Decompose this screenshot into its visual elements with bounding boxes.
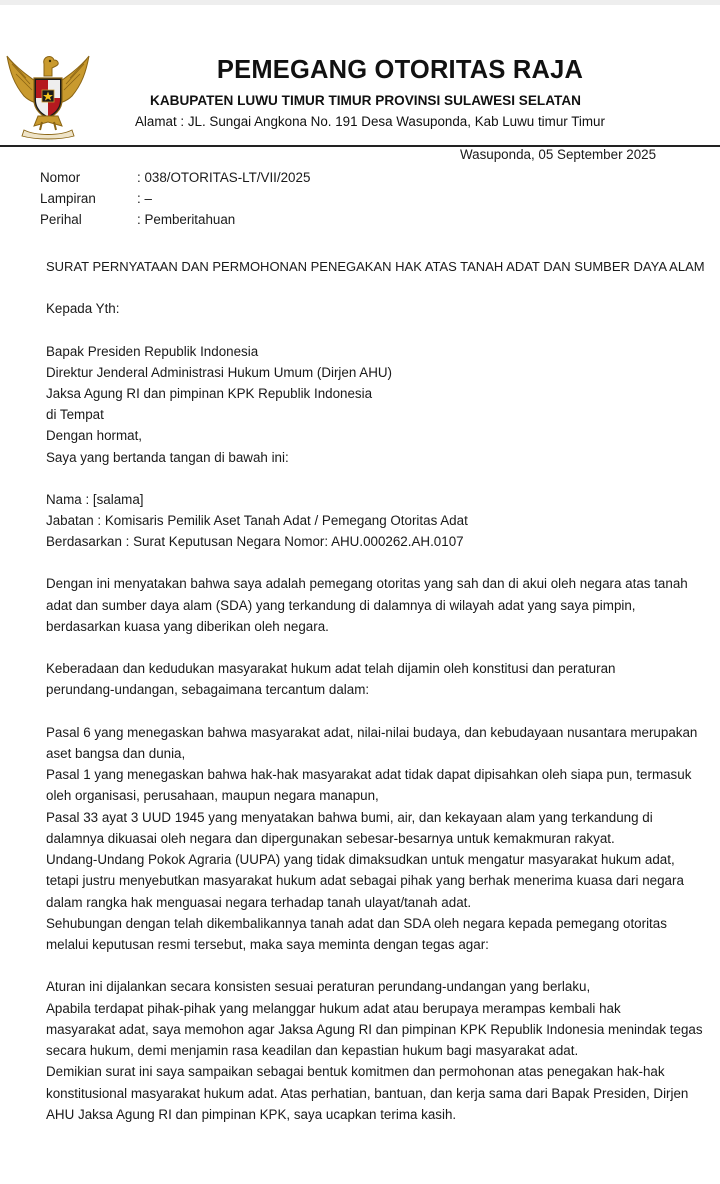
body-line: Demikian surat ini saya sampaikan sebagai bentuk komitmen dan permohonan atas penegakan hak-hak [46, 1064, 665, 1079]
document-heading: SURAT PERNYATAAN DAN PERMOHONAN PENEGAKAN HAK ATAS TANAH ADAT DAN SUMBER DAYA ALAM [46, 259, 705, 274]
greeting-line: Dengan hormat, [46, 428, 143, 443]
meta-key: Perihal [40, 212, 82, 227]
body-line: Dengan ini menyatakan bahwa saya adalah pemegang otoritas yang sah dan di akui oleh negara atas tanah [46, 576, 688, 591]
body-line: Aturan ini dijalankan secara konsisten sesuai peraturan perundang-undangan yang berlaku, [46, 979, 591, 994]
body-line: tetapi justru menyebutkan masyarakat hukum adat sebagai pihak yang berhak menerima kuasa dari negara [46, 873, 684, 888]
body-line: berdasarkan kuasa yang diberikan oleh negara. [46, 619, 329, 634]
meta-value: : 038/OTORITAS-LT/VII/2025 [137, 170, 311, 185]
top-border [0, 0, 720, 5]
body-line: Sehubungan dengan telah dikembalikannya tanah adat dan SDA oleh negara kepada pemegang otoritas [46, 916, 667, 931]
body-line: aset bangsa dan dunia, [46, 746, 186, 761]
body-line: secara hukum, demi menjamin rasa keadilan dan kepastian hukum bagi masyarakat adat. [46, 1043, 579, 1058]
identity-line: Jabatan : Komisaris Pemilik Aset Tanah Adat / Pemegang Otoritas Adat [46, 513, 468, 528]
identity-line: Nama : [salama] [46, 492, 144, 507]
recipient-line: Jaksa Agung RI dan pimpinan KPK Republik Indonesia [46, 386, 373, 401]
letterhead-subtitle: KABUPATEN LUWU TIMUR TIMUR PROVINSI SULAWESI SELATAN [150, 93, 581, 108]
letterhead-title: PEMEGANG OTORITAS RAJA [216, 56, 584, 84]
recipient-line: di Tempat [46, 407, 104, 422]
body-line: Pasal 1 yang menegaskan bahwa hak-hak masyarakat adat tidak dapat dipisahkan oleh siapa pun, termasuk [46, 767, 692, 782]
body-line: melalui keputusan resmi tersebut, maka saya meminta dengan tegas agar: [46, 937, 489, 952]
body-line: adat dan sumber daya alam (SDA) yang terkandung di dalamnya di wilayah adat yang saya pimpin, [46, 598, 636, 613]
body-line: konstitusional masyarakat hukum adat. Atas perhatian, bantuan, dan kerja sama dari Bapak Presiden, Dirjen [46, 1086, 689, 1101]
letterhead-address: Alamat : JL. Sungai Angkona No. 191 Desa Wasuponda, Kab Luwu timur Timur [135, 114, 605, 129]
meta-value: : – [137, 191, 152, 206]
salutation-line: Kepada Yth: [46, 301, 120, 316]
letter-date: Wasuponda, 05 September 2025 [460, 147, 657, 162]
body-line: perundang-undangan, sebagaimana tercantum dalam: [46, 682, 370, 697]
recipient-line: Bapak Presiden Republik Indonesia [46, 344, 259, 359]
body-line: oleh organisasi, perusahaan, maupun negara manapun, [46, 788, 379, 803]
body-line: Pasal 6 yang menegaskan bahwa masyarakat adat, nilai-nilai budaya, dan kebudayaan nusantara merupakan [46, 725, 698, 740]
meta-key: Lampiran [40, 191, 96, 206]
body-line: dalamnya dikuasai oleh negara dan dipergunakan sebesar-besarnya untuk kemakmuran rakyat. [46, 831, 615, 846]
body-line: dalam rangka hak menguasai negara terhadap tanah ulayat/tanah adat. [46, 895, 472, 910]
meta-value: : Pemberitahuan [137, 212, 236, 227]
body-line: Undang-Undang Pokok Agraria (UUPA) yang tidak dimaksudkan untuk mengatur masyarakat hukum adat, [46, 852, 675, 867]
garuda-emblem-icon [4, 50, 92, 140]
body-line: Pasal 33 ayat 3 UUD 1945 yang menyatakan bahwa bumi, air, dan kekayaan alam yang terkandung di [46, 810, 653, 825]
recipient-line: Direktur Jenderal Administrasi Hukum Umum (Dirjen AHU) [46, 365, 393, 380]
body-line: Saya yang bertanda tangan di bawah ini: [46, 450, 289, 465]
body-line: AHU Jaksa Agung RI dan pimpinan KPK, saya ucapkan terima kasih. [46, 1107, 457, 1122]
identity-line: Berdasarkan : Surat Keputusan Negara Nomor: AHU.000262.AH.0107 [46, 534, 464, 549]
meta-key: Nomor [40, 170, 81, 185]
body-line: masyarakat adat, saya memohon agar Jaksa Agung RI dan pimpinan KPK Republik Indonesia menindak tegas [46, 1022, 703, 1037]
body-line: Apabila terdapat pihak-pihak yang melanggar hukum adat atau berupaya merampas kembali hak [46, 1001, 621, 1016]
body-line: Keberadaan dan kedudukan masyarakat hukum adat telah dijamin oleh konstitusi dan peraturan [46, 661, 616, 676]
